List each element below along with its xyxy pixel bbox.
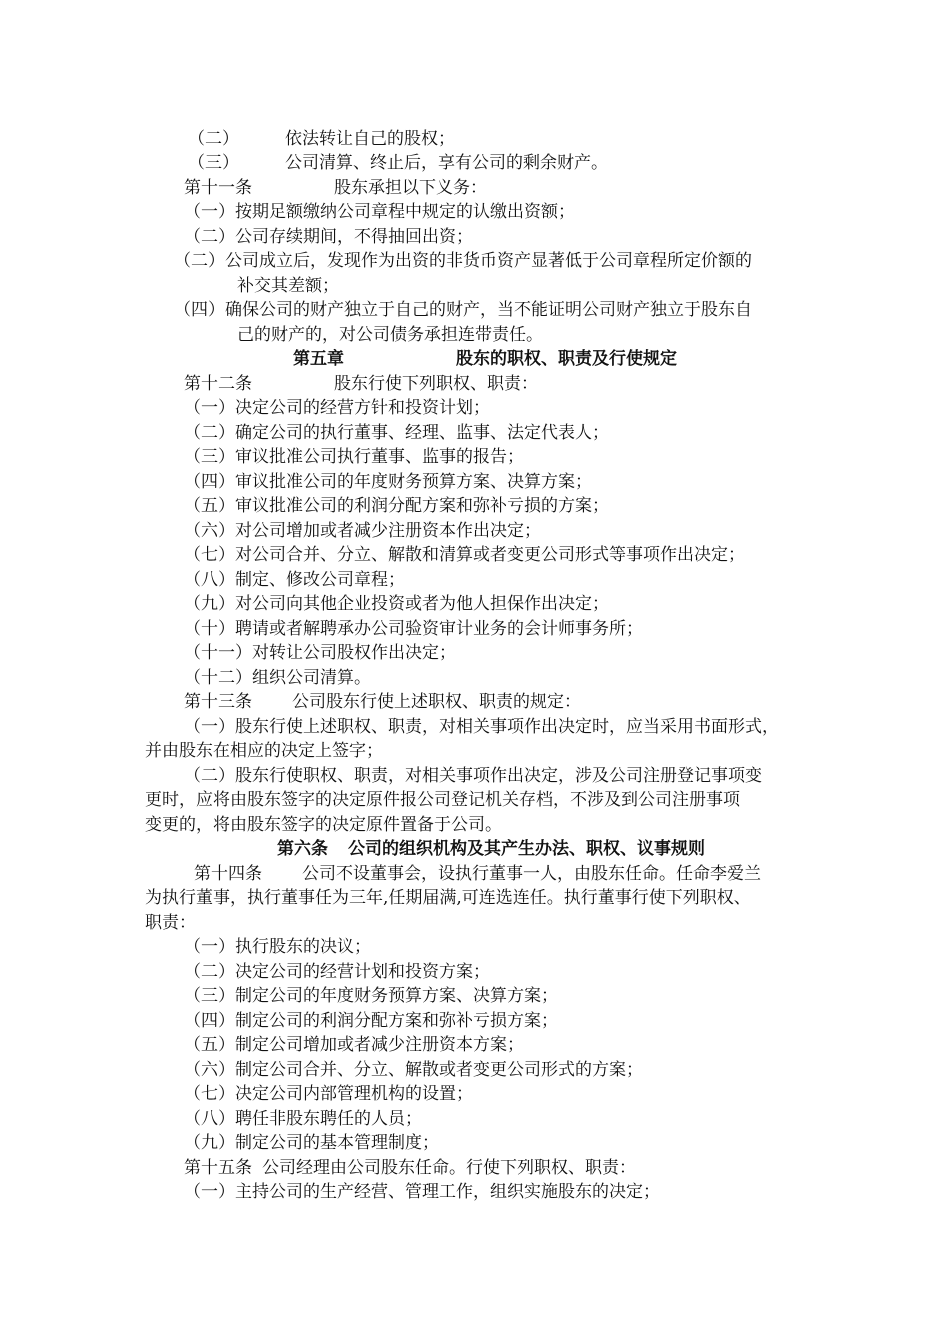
list-item: （五）制定公司增加或者减少注册资本方案； bbox=[184, 1035, 524, 1055]
list-item: （二）公司成立后，发现作为出资的非货币资产显著低于公司章程所定价额的 bbox=[174, 251, 752, 271]
article-heading bbox=[184, 372, 538, 396]
list-item: （八）制定、修改公司章程； bbox=[184, 570, 405, 590]
list-item: （二）决定公司的经营计划和投资方案； bbox=[184, 962, 490, 982]
item-number: （二） bbox=[188, 129, 239, 149]
article-heading bbox=[184, 690, 581, 714]
article-label: 第十三条 bbox=[184, 692, 252, 712]
list-item: （二）公司存续期间，不得抽回出资； bbox=[184, 227, 473, 247]
list-item: （六）对公司增加或者减少注册资本作出决定； bbox=[184, 521, 541, 541]
list-item: （十一）对转让公司股权作出决定； bbox=[184, 643, 456, 663]
list-item: （七）决定公司内部管理机构的设置； bbox=[184, 1084, 473, 1104]
paragraph-line: （一）股东行使上述职权、职责，对相关事项作出决定时，应当采用书面形式， bbox=[184, 717, 779, 737]
list-item: （九）制定公司的基本管理制度； bbox=[184, 1133, 439, 1153]
list-item: （二）确定公司的执行董事、经理、监事、法定代表人； bbox=[184, 423, 609, 443]
list-item bbox=[188, 151, 608, 175]
chapter-heading bbox=[277, 837, 705, 861]
article-title: 股东行使下列职权、职责： bbox=[334, 374, 538, 394]
article-label: 第十五条 bbox=[184, 1158, 252, 1178]
chapter-heading bbox=[293, 347, 677, 371]
article-text: 公司不设董事会，设执行董事一人，由股东任命。任命李爱兰 bbox=[302, 864, 761, 884]
paragraph-line: （二）股东行使职权、职责，对相关事项作出决定，涉及公司注册登记事项变 bbox=[184, 766, 762, 786]
item-text: 依法转让自己的股权； bbox=[285, 129, 455, 149]
item-number: （三） bbox=[188, 153, 239, 173]
article-title: 股东承担以下义务： bbox=[334, 178, 487, 198]
article-label: 第十四条 bbox=[194, 864, 262, 884]
list-item: （四）审议批准公司的年度财务预算方案、决算方案； bbox=[184, 472, 592, 492]
paragraph-line: 变更的，将由股东签字的决定原件置备于公司。 bbox=[145, 815, 502, 835]
chapter-title: 公司的组织机构及其产生办法、职权、议事规则 bbox=[348, 839, 705, 859]
list-item: （四）制定公司的利润分配方案和弥补亏损方案； bbox=[184, 1011, 558, 1031]
article-label: 第十一条 bbox=[184, 178, 252, 198]
list-item: （七）对公司合并、分立、解散和清算或者变更公司形式等事项作出决定； bbox=[184, 545, 745, 565]
list-item: （五）审议批准公司的利润分配方案和弥补亏损的方案； bbox=[184, 496, 609, 516]
list-item: （三）制定公司的年度财务预算方案、决算方案； bbox=[184, 986, 558, 1006]
article-label: 第十二条 bbox=[184, 374, 252, 394]
list-item: （十二）组织公司清算。 bbox=[184, 668, 371, 688]
list-item: （四）确保公司的财产独立于自己的财产，当不能证明公司财产独立于股东自 bbox=[174, 300, 752, 320]
list-item: （一）按期足额缴纳公司章程中规定的认缴出资额； bbox=[184, 202, 575, 222]
paragraph-line: 并由股东在相应的决定上签字； bbox=[145, 741, 383, 761]
list-item: （一）决定公司的经营方针和投资计划； bbox=[184, 398, 490, 418]
article-heading bbox=[184, 1156, 636, 1180]
list-item bbox=[188, 127, 455, 151]
paragraph-line: 为执行董事，执行董事任为三年,任期届满,可连选连任。执行董事行使下列职权、 bbox=[145, 888, 751, 908]
list-item: （一）执行股东的决议； bbox=[184, 937, 371, 957]
list-item: （十）聘请或者解聘承办公司验资审计业务的会计师事务所； bbox=[184, 619, 643, 639]
article-heading bbox=[184, 176, 487, 200]
list-item: （八）聘任非股东聘任的人员； bbox=[184, 1109, 422, 1129]
chapter-number: 第五章 bbox=[293, 349, 344, 369]
article-title: 公司股东行使上述职权、职责的规定： bbox=[292, 692, 581, 712]
article-heading bbox=[194, 862, 761, 886]
item-text: 公司清算、终止后，享有公司的剩余财产。 bbox=[285, 153, 608, 173]
chapter-title: 股东的职权、职责及行使规定 bbox=[456, 349, 677, 369]
list-item: （六）制定公司合并、分立、解散或者变更公司形式的方案； bbox=[184, 1060, 643, 1080]
list-item-continuation: 补交其差额； bbox=[237, 276, 339, 296]
list-item: （一）主持公司的生产经营、管理工作，组织实施股东的决定； bbox=[184, 1182, 660, 1202]
chapter-number: 第六条 bbox=[277, 839, 328, 859]
list-item-continuation: 己的财产的，对公司债务承担连带责任。 bbox=[237, 325, 543, 345]
list-item: （三）审议批准公司执行董事、监事的报告； bbox=[184, 447, 524, 467]
article-title: 公司经理由公司股东任命。行使下列职权、职责： bbox=[262, 1158, 636, 1178]
list-item: （九）对公司向其他企业投资或者为他人担保作出决定； bbox=[184, 594, 609, 614]
paragraph-line: 职责： bbox=[145, 913, 196, 933]
paragraph-line: 更时，应将由股东签字的决定原件报公司登记机关存档，不涉及到公司注册事项 bbox=[145, 790, 740, 810]
